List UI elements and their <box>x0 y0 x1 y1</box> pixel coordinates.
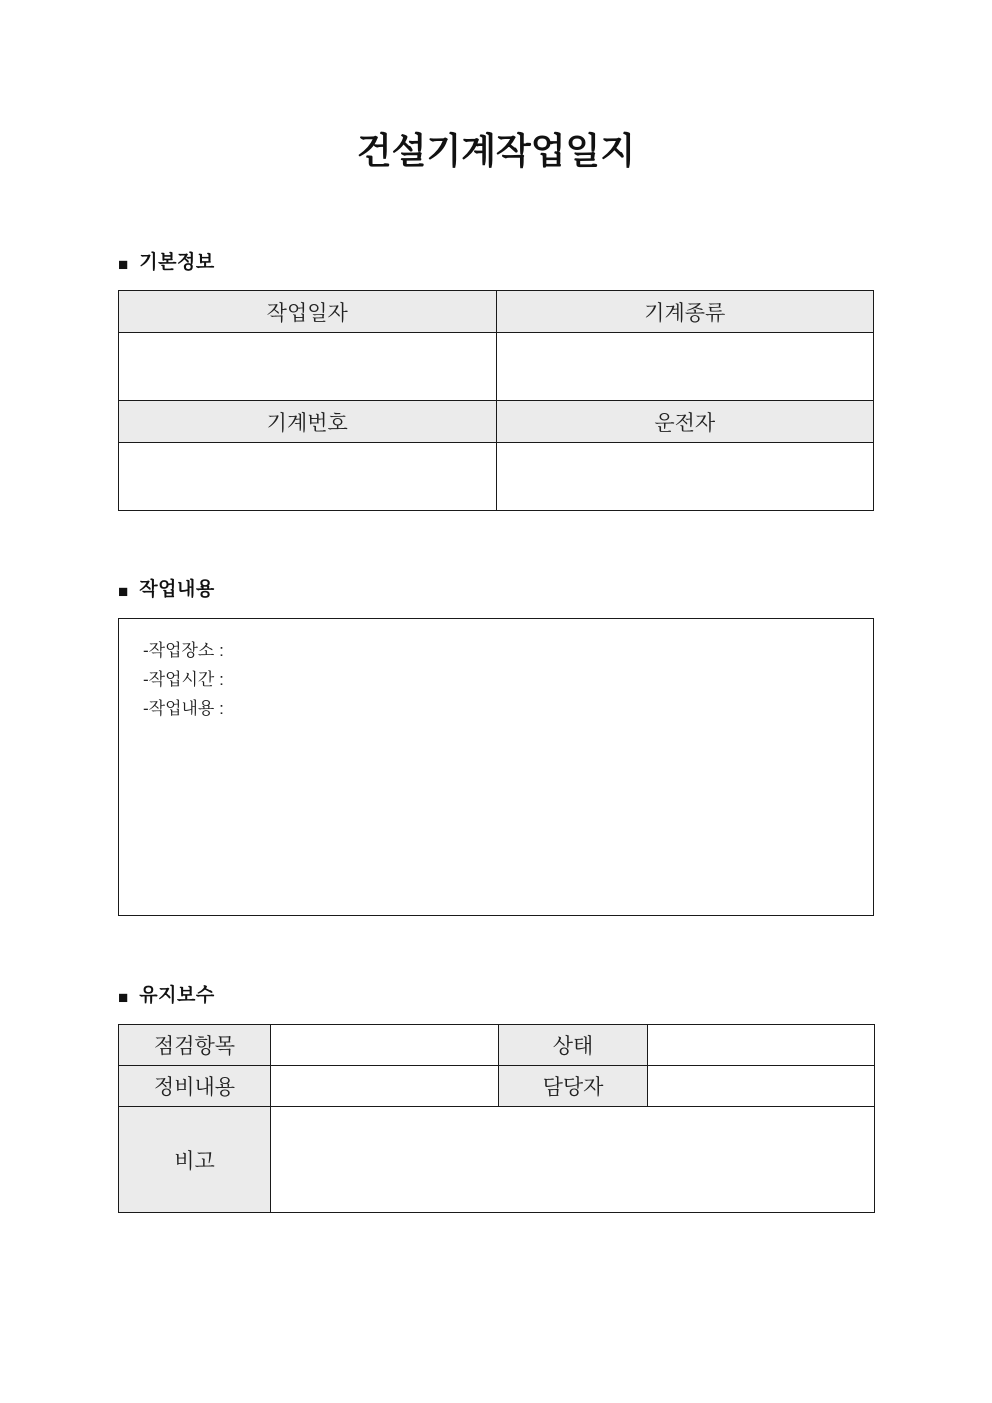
remarks-value-cell <box>271 1107 875 1213</box>
work-time-line: -작업시간 : <box>143 670 224 689</box>
section-basic-info-header <box>118 251 874 275</box>
basic-info-table <box>118 290 874 511</box>
machine-number-value-cell <box>119 443 497 511</box>
section-work-content <box>118 578 874 916</box>
table-row <box>119 333 874 401</box>
section-marker-icon: ■ <box>118 581 129 601</box>
document-title: 건설기계작업일지 <box>356 130 636 171</box>
document-content <box>118 251 874 1213</box>
table-row <box>119 401 874 443</box>
table-row <box>119 443 874 511</box>
machine-number-label-cell: 기계번호 <box>119 401 497 443</box>
section-maintenance <box>118 984 874 1213</box>
manager-label-cell: 담당자 <box>499 1066 648 1107</box>
remarks-label-cell: 비고 <box>119 1107 271 1213</box>
maintenance-detail-value-cell <box>271 1066 499 1107</box>
section-basic-info <box>118 251 874 511</box>
table-row <box>119 1066 875 1107</box>
machine-type-label-cell: 기계종류 <box>496 291 874 333</box>
section-marker-icon: ■ <box>118 987 129 1007</box>
driver-label-cell: 운전자 <box>496 401 874 443</box>
table-row <box>119 1025 875 1066</box>
section-maintenance-title: 유지보수 <box>139 985 215 1006</box>
inspection-item-value-cell <box>271 1025 499 1066</box>
machine-type-value-cell <box>496 333 874 401</box>
table-row <box>119 1107 875 1213</box>
maintenance-detail-label-cell: 정비내용 <box>119 1066 271 1107</box>
work-detail-line: -작업내용 : <box>143 699 224 718</box>
status-value-cell <box>648 1025 875 1066</box>
work-date-value-cell <box>119 333 497 401</box>
section-maintenance-header <box>118 984 874 1008</box>
section-basic-info-title: 기본정보 <box>139 252 215 273</box>
section-work-content-header <box>118 578 874 602</box>
driver-value-cell <box>496 443 874 511</box>
manager-value-cell <box>648 1066 875 1107</box>
work-location-line: -작업장소 : <box>143 641 224 660</box>
maintenance-table <box>118 1024 875 1213</box>
work-date-label-cell: 작업일자 <box>119 291 497 333</box>
status-label-cell: 상태 <box>499 1025 648 1066</box>
inspection-item-label-cell: 점검항목 <box>119 1025 271 1066</box>
work-content-box <box>118 618 874 916</box>
table-row <box>119 291 874 333</box>
section-marker-icon: ■ <box>118 254 129 274</box>
section-work-content-title: 작업내용 <box>139 579 215 600</box>
